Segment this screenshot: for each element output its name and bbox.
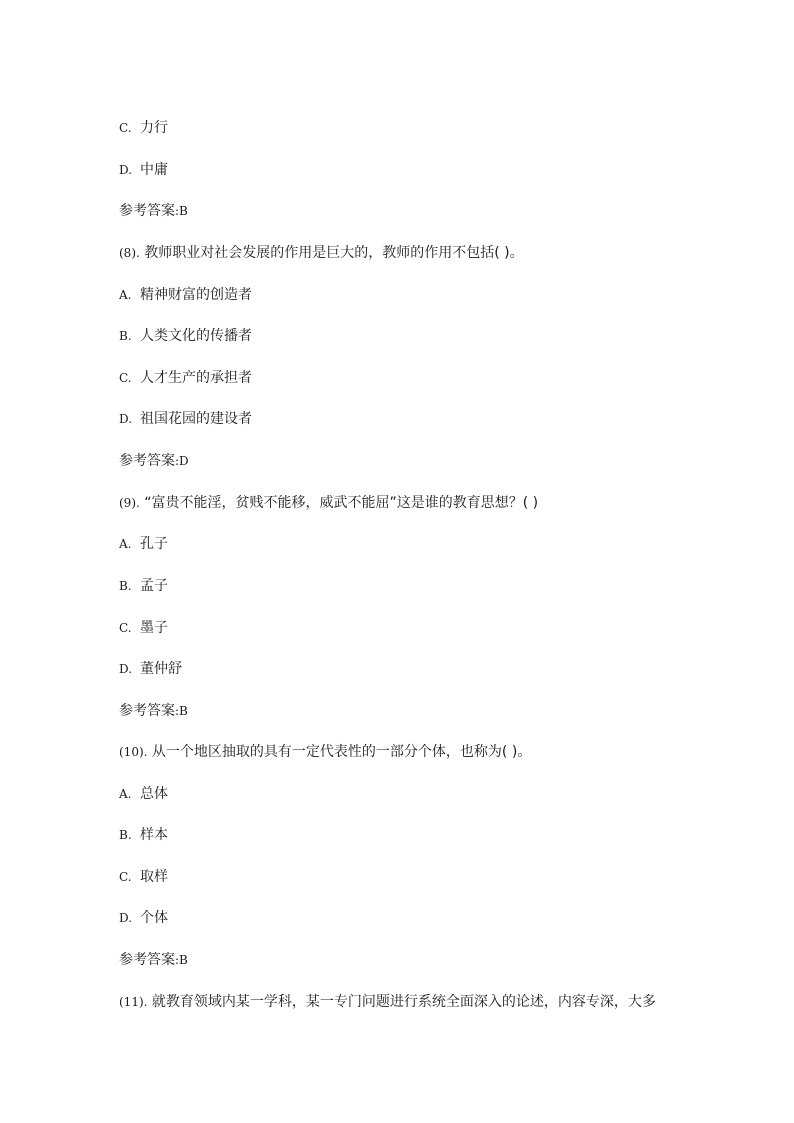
option-d	[119, 161, 168, 179]
answer-label: 参考答案	[119, 453, 175, 469]
question-number: (8).	[119, 246, 140, 260]
option-key: C.	[119, 371, 132, 385]
option-text: 总体	[140, 786, 168, 802]
option-b	[119, 577, 168, 595]
option-key: D.	[119, 412, 133, 426]
option-c	[119, 868, 168, 886]
option-key: A.	[119, 787, 132, 801]
option-key: A.	[119, 288, 132, 302]
option-text: 力行	[140, 120, 168, 136]
answer-label: 参考答案	[119, 952, 175, 968]
option-d	[119, 909, 168, 927]
question-number: (10).	[119, 745, 148, 759]
option-c	[119, 119, 168, 137]
option-c	[119, 619, 168, 637]
option-key: A.	[119, 537, 132, 551]
option-a	[119, 785, 168, 803]
option-key: C.	[119, 121, 132, 135]
answer-label: 参考答案	[119, 203, 175, 219]
answer-line	[119, 702, 188, 720]
answer-line	[119, 951, 188, 969]
option-key: B.	[119, 579, 132, 593]
option-key: B.	[119, 329, 132, 343]
option-a	[119, 286, 252, 304]
option-text: 孟子	[140, 578, 168, 594]
answer-key: :B	[175, 953, 188, 967]
answer-key: :B	[175, 704, 188, 718]
option-text: 祖国花园的建设者	[140, 411, 252, 427]
option-text: 样本	[140, 827, 168, 843]
answer-line	[119, 452, 189, 470]
question-number: (11).	[119, 995, 148, 1009]
option-d	[119, 410, 252, 428]
option-key: D.	[119, 662, 133, 676]
option-b	[119, 826, 168, 844]
option-text: 取样	[140, 869, 168, 885]
option-d	[119, 660, 182, 678]
option-text: 个体	[140, 910, 168, 926]
option-a	[119, 535, 168, 553]
question-number: (9).	[119, 496, 140, 510]
question-text: 就教育领域内某一学科，某一专门问题进行系统全面深入的论述，内容专深，大多	[147, 994, 656, 1010]
answer-key: :B	[175, 204, 188, 218]
question-text: “富贵不能淫，贫贱不能移，威武不能屈”这是谁的教育思想？( )	[139, 495, 539, 511]
option-key: C.	[119, 870, 132, 884]
question-9	[119, 494, 538, 512]
question-text: 教师职业对社会发展的作用是巨大的，教师的作用不包括( )。	[139, 245, 524, 261]
option-c	[119, 369, 252, 387]
option-text: 墨子	[140, 620, 168, 636]
option-text: 人才生产的承担者	[140, 370, 252, 386]
answer-label: 参考答案	[119, 703, 175, 719]
answer-line	[119, 202, 188, 220]
option-text: 精神财富的创造者	[140, 287, 252, 303]
question-text: 从一个地区抽取的具有一定代表性的一部分个体，也称为( )。	[147, 744, 532, 760]
option-key: B.	[119, 828, 132, 842]
option-key: D.	[119, 163, 133, 177]
question-11	[119, 993, 656, 1011]
question-8	[119, 244, 524, 262]
option-text: 孔子	[140, 536, 168, 552]
option-key: D.	[119, 911, 133, 925]
option-b	[119, 327, 252, 345]
option-key: C.	[119, 621, 132, 635]
option-text: 中庸	[140, 162, 168, 178]
answer-key: :D	[175, 454, 189, 468]
option-text: 董仲舒	[140, 661, 182, 677]
question-10	[119, 743, 531, 761]
option-text: 人类文化的传播者	[140, 328, 252, 344]
